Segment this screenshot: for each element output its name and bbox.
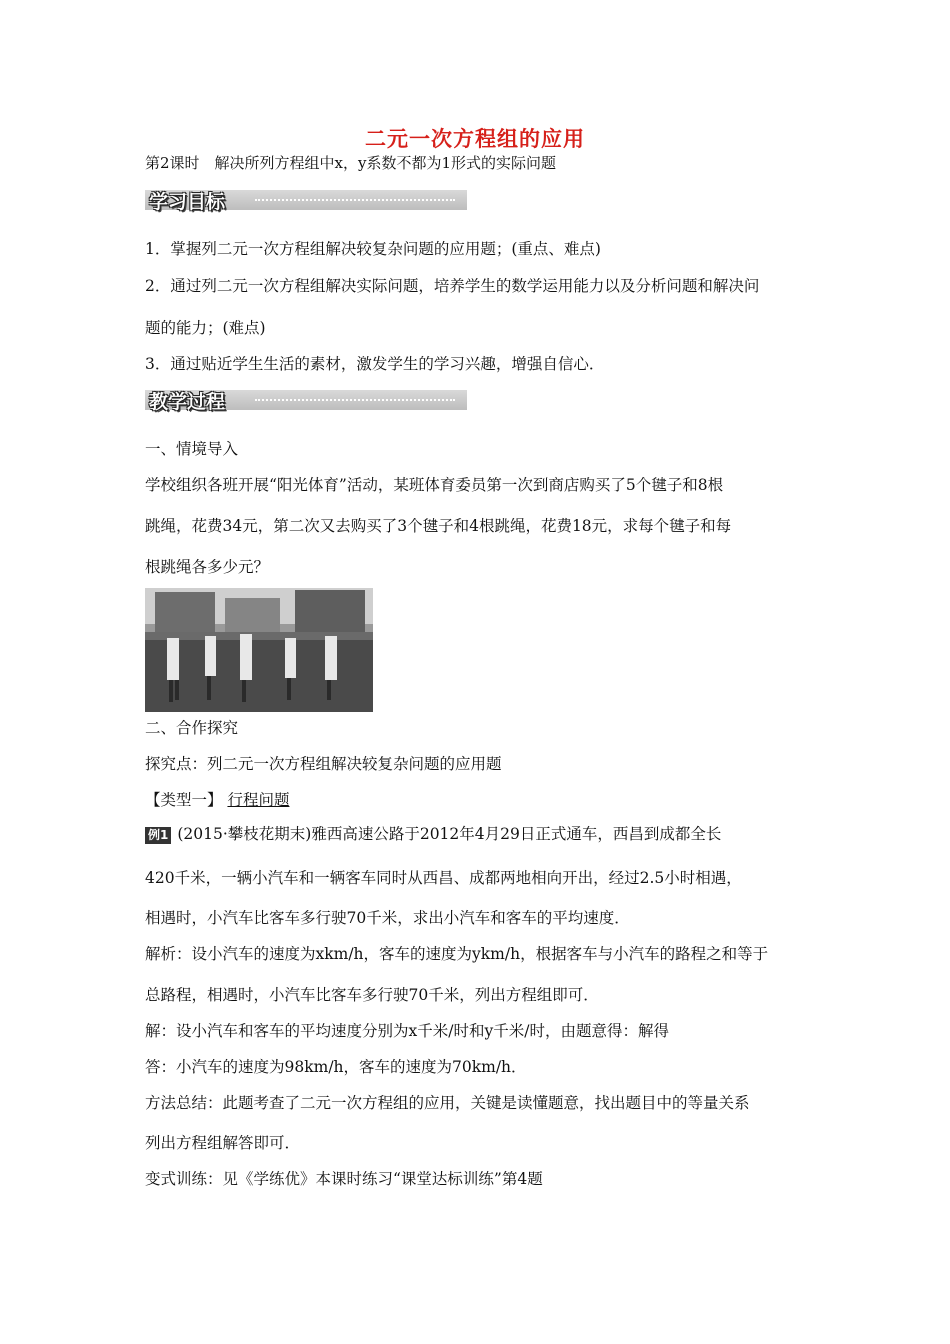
analysis-line: 总路程，相遇时，小汽车比客车多行驶70千米，列出方程组即可． bbox=[145, 986, 599, 1004]
intro-line: 跳绳，花费34元，第二次又去购买了3个毽子和4根跳绳，花费18元，求每个毽子和每 bbox=[145, 517, 732, 535]
intro-line: 根跳绳各多少元？ bbox=[145, 558, 270, 576]
example-line bbox=[145, 822, 721, 844]
intro-line: 学校组织各班开展“阳光体育”活动，某班体育委员第一次到商店购买了5个毽子和8根 bbox=[145, 476, 724, 494]
goal-line: 2．通过列二元一次方程组解决实际问题，培养学生的数学运用能力以及分析问题和解决问 bbox=[145, 277, 760, 295]
goal-line: 题的能力；(难点) bbox=[145, 319, 266, 337]
section-banner-goals bbox=[145, 190, 467, 213]
sports-photo-image bbox=[145, 588, 373, 712]
answer-line: 答：小汽车的速度为98km/h，客车的速度为70km/h． bbox=[145, 1058, 527, 1076]
solution-line: 解：设小汽车和客车的平均速度分别为x千米/时和y千米/时，由题意得：解得 bbox=[145, 1022, 669, 1040]
part2-heading: 二、合作探究 bbox=[145, 719, 239, 737]
example-badge: 例1 bbox=[145, 827, 171, 844]
lesson-subtitle: 第2课时 解决所列方程组中x，y系数不都为1形式的实际问题 bbox=[145, 154, 557, 172]
method-line: 方法总结：此题考查了二元一次方程组的应用，关键是读懂题意，找出题目中的等量关系 bbox=[145, 1094, 750, 1112]
goal-line: 1．掌握列二元一次方程组解决较复杂问题的应用题；(重点、难点) bbox=[145, 240, 601, 258]
example-line: 420千米，一辆小汽车和一辆客车同时从西昌、成都两地相向开出，经过2.5小时相遇， bbox=[145, 869, 742, 887]
section-label-process: 教学过程 bbox=[149, 391, 226, 413]
variant-line: 变式训练：见《学练优》本课时练习“课堂达标训练”第4题 bbox=[145, 1170, 543, 1188]
section-label-goals: 学习目标 bbox=[149, 191, 226, 213]
example-text: (2015·攀枝花期末)雅西高速公路于2012年4月29日正式通车，西昌到成都全长 bbox=[177, 825, 722, 843]
sports-photo bbox=[145, 588, 373, 712]
example-line: 相遇时，小汽车比客车多行驶70千米，求出小汽车和客车的平均速度． bbox=[145, 909, 630, 927]
type-label: 【类型一】 bbox=[145, 791, 223, 809]
banner-dots bbox=[255, 199, 455, 201]
goal-line: 3．通过贴近学生生活的素材，激发学生的学习兴趣，增强自信心． bbox=[145, 355, 605, 373]
section-banner-process bbox=[145, 390, 467, 413]
part1-heading: 一、情境导入 bbox=[145, 440, 239, 458]
banner-dots bbox=[255, 399, 455, 401]
type-heading bbox=[145, 788, 289, 810]
document-title: 二元一次方程组的应用 bbox=[365, 126, 585, 151]
analysis-line: 解析：设小汽车的速度为xkm/h，客车的速度为ykm/h，根据客车与小汽车的路程之和等于 bbox=[145, 945, 769, 963]
explore-point: 探究点：列二元一次方程组解决较复杂问题的应用题 bbox=[145, 755, 502, 773]
type-name: 行程问题 bbox=[227, 791, 290, 809]
method-line: 列出方程组解答即可． bbox=[145, 1134, 301, 1152]
